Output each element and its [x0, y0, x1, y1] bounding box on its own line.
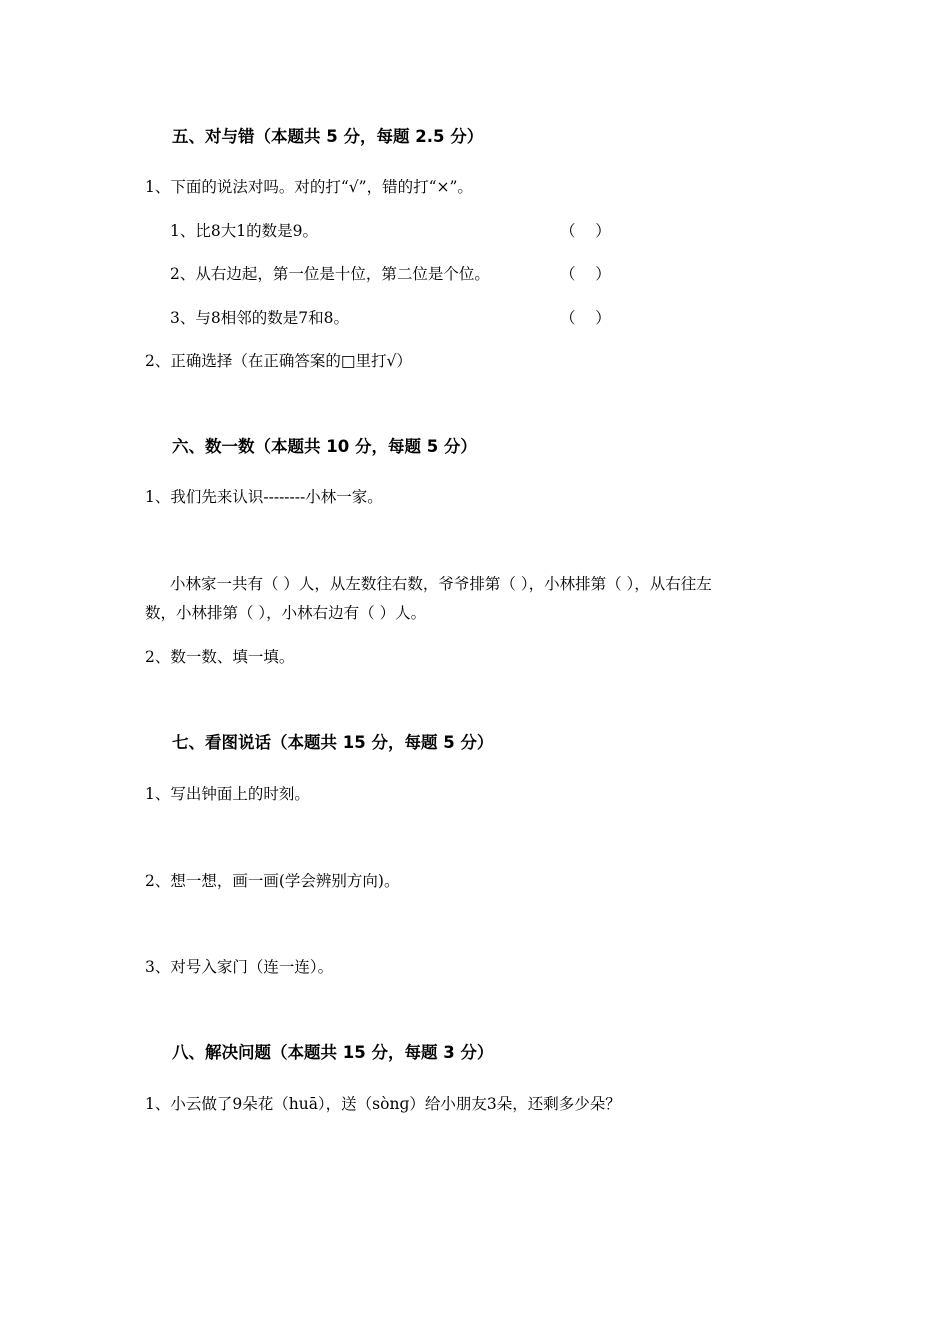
section-5-question-1: 1、下面的说法对吗。对的打“√”，错的打“×”。 — [145, 178, 473, 196]
section-5-item-2: 2、从右边起，第一位是十位，第二位是个位。 — [170, 265, 490, 283]
section-6-paragraph-line-1: 小林家一共有（ ）人，从左数往右数，爷爷排第（ ），小林排第（ ），从右往左 — [170, 575, 712, 593]
section-7-title: 七、看图说话（本题共 15 分，每题 5 分） — [172, 733, 494, 752]
answer-blank-2: （ ） — [560, 265, 611, 283]
section-8-title: 八、解决问题（本题共 15 分，每题 3 分） — [172, 1043, 494, 1062]
section-7-question-3: 3、对号入家门（连一连）。 — [145, 958, 334, 976]
section-5-item-1: 1、比8大1的数是9。 — [170, 222, 318, 240]
section-6-question-1: 1、我们先来认识--------小林一家。 — [145, 488, 383, 506]
section-5-question-2: 2、正确选择（在正确答案的□里打√） — [145, 352, 412, 370]
section-7-question-2: 2、想一想，画一画(学会辨别方向)。 — [145, 872, 400, 890]
section-5-title: 五、对与错（本题共 5 分，每题 2.5 分） — [172, 127, 484, 146]
section-5-item-3: 3、与8相邻的数是7和8。 — [170, 309, 349, 327]
section-6-title: 六、数一数（本题共 10 分，每题 5 分） — [172, 437, 477, 456]
section-8-question-1: 1、小云做了9朵花（huā），送（sònɡ）给小朋友3朵，还剩多少朵？ — [145, 1095, 621, 1113]
section-6-question-2: 2、数一数、填一填。 — [145, 648, 295, 666]
answer-blank-1: （ ） — [560, 222, 611, 240]
answer-blank-3: （ ） — [560, 309, 611, 327]
section-6-paragraph-line-2: 数，小林排第（ ），小林右边有（ ）人。 — [145, 604, 427, 622]
section-7-question-1: 1、写出钟面上的时刻。 — [145, 785, 310, 803]
